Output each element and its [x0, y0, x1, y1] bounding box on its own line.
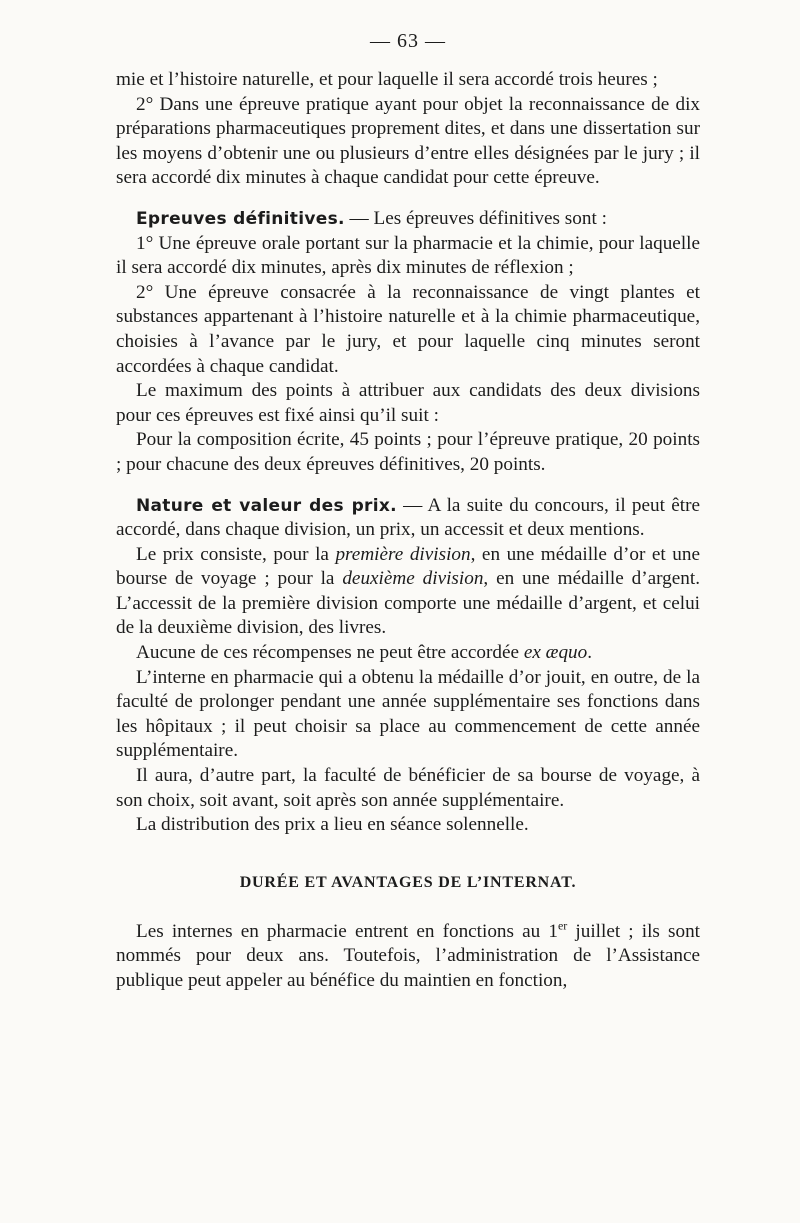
text-run: Le prix consiste, pour la: [136, 543, 336, 565]
paragraph-internship-duration: [116, 920, 700, 994]
section-epreuves-definitives: [116, 207, 700, 232]
text-run: , en une médaille d’argent. L’accessit de la première division comporte une médaille d’argent, et celui de la deuxième division, des livres.: [116, 568, 701, 639]
paragraph-ex-aequo: [116, 641, 700, 666]
italic-text: ex æquo: [523, 642, 588, 664]
section-intro-text: — Les épreuves définitives sont :: [344, 207, 607, 229]
run-in-heading: Nature et valeur des prix.: [136, 495, 397, 516]
italic-text: deuxième division: [342, 568, 484, 590]
italic-text: première division: [335, 543, 471, 565]
paragraph-prize-ceremony: La distribution des prix a lieu en séance solennelle.: [136, 814, 529, 836]
paragraph-max-points: Le maximum des points à attribuer aux candidats des deux divisions pour ces épreuves est fixé ainsi qu’il suit :: [116, 380, 700, 426]
page-number: — 63 —: [370, 30, 446, 52]
text-run: , en une médaille d’or et une bourse de voyage ; pour la: [116, 543, 700, 590]
superscript: er: [557, 918, 568, 933]
text-run: Les internes en pharmacie entrent en fonctions au 1: [136, 920, 558, 942]
section-intro-text: — A la suite du concours, il peut être accordé, dans chaque division, un prix, un accessit et deux mentions.: [116, 494, 700, 541]
section-nature-valeur-prix: [116, 494, 700, 543]
paragraph-gold-medal-intern: L’interne en pharmacie qui a obtenu la médaille d’or jouit, en outre, de la faculté de prolonger pendant une année supplémentaire ses fonctions dans les hôpitaux ; il peut choisir sa place au commencement de cette année supplémentaire.: [116, 666, 700, 762]
paragraph-practical-exam: 2° Dans une épreuve pratique ayant pour objet la reconnaissance de dix préparations pharmaceutiques proprement dites, et dans une dissertation sur les moyens d’obtenir une ou plusieurs d’entre elles désignées par le jury ; il sera accordé dix minutes à chaque candidat pour cette épreuve.: [116, 93, 700, 189]
text-run: juillet ; ils sont nommés pour deux ans. Toutefois, l’administration de l’Assistance publique peut appeler au bénéfice du maintien en fonction,: [116, 920, 700, 991]
paragraph-recognition-exam: 2° Une épreuve consacrée à la reconnaissance de vingt plantes et substances appartenant à l’histoire naturelle et à la chimie pharmaceutique, choisies à l’avance par le jury, et pour laquelle cinq minutes seront accordées à chaque candidat.: [116, 281, 700, 377]
paragraph-prize-details: [116, 543, 700, 641]
paragraph-points-breakdown: Pour la composition écrite, 45 points ; pour l’épreuve pratique, 20 points ; pour chacune des deux épreuves définitives, 20 points.: [116, 429, 700, 475]
paragraph-travel-grant: Il aura, d’autre part, la faculté de bénéficier de sa bourse de voyage, à son choix, soit avant, soit après son année supplémentaire.: [116, 765, 700, 811]
paragraph-continued: mie et l’histoire naturelle, et pour laquelle il sera accordé trois heures ;: [116, 69, 658, 90]
text-run: .: [587, 642, 593, 664]
paragraph-oral-exam: 1° Une épreuve orale portant sur la pharmacie et la chimie, pour laquelle il sera accordé dix minutes, après dix minutes de réflexion ;: [116, 232, 700, 279]
section-heading: DURÉE ET AVANTAGES DE L’INTERNAT.: [239, 873, 577, 891]
run-in-heading: Epreuves définitives.: [136, 208, 345, 229]
text-run: Aucune de ces récompenses ne peut être accordée: [136, 642, 524, 664]
